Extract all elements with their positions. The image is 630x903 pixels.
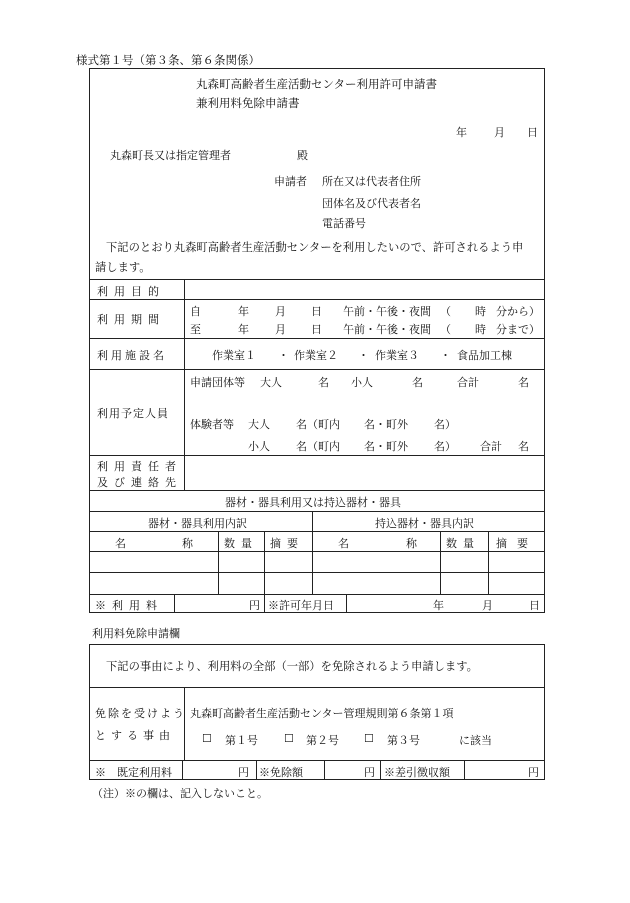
fee-label: ※利用料 [95,599,163,612]
existing-fee-label: ※ 既定利用料 [95,766,172,779]
people-exp-adult-town-in: 名（町内 [296,418,340,431]
form-subtitle: 兼利用料免除申請書 [196,96,300,110]
col-qty-right: 数量 [446,537,480,550]
contact-label-line1: 利用責任者 [97,460,182,473]
people-group-adult-unit: 名 [318,376,329,389]
facility-separator-1: ・ [278,349,289,362]
col-qty-left: 数量 [224,537,258,550]
period-to-end: 分まで） [496,323,540,336]
people-exp-child-town-in: 名（町内 [296,440,340,453]
permit-year: 年 [433,599,444,612]
exemption-statement: 下記の事由により、利用料の全部（一部）を免除されるよう申請します。 [106,660,478,673]
reason-label-line1: 免除を受けよう [95,707,186,720]
people-group-total-unit: 名 [518,376,529,389]
contact-label-line2: 及び連絡先 [97,476,182,489]
period-from-month: 月 [275,305,286,318]
applies-label: に該当 [459,734,492,747]
existing-fee-yen: 円 [238,766,249,779]
people-exp-child-town-out: 名・町外 [364,440,408,453]
permit-month: 月 [482,599,493,612]
people-group-label: 申請団体等 [190,376,245,389]
col-name-right-2: 称 [406,537,417,550]
people-label: 利用予定人員 [97,407,169,420]
applicant-label: 申請者 [274,175,307,188]
equipment-left-title: 器材・器具利用内訳 [148,517,247,530]
collected-yen: 円 [528,766,539,779]
date-day: 日 [527,126,538,139]
period-from-end: 分から） [496,305,540,318]
period-from-year: 年 [238,305,249,318]
purpose-field[interactable] [186,281,543,298]
period-to-hour: 時 [475,323,486,336]
purpose-label: 利用目的 [97,285,165,298]
period-to-year: 年 [238,323,249,336]
option-1-label: 第１号 [225,734,258,747]
facility-room-4[interactable]: 食品加工棟 [457,349,512,362]
people-group-adult: 大人 [260,376,282,389]
date-year: 年 [456,126,467,139]
checkbox-option-3[interactable]: ☐ [364,732,374,745]
period-to-day: 日 [311,323,322,336]
people-experience-label: 体験者等 [190,418,234,431]
checkbox-option-2[interactable]: ☐ [284,732,294,745]
facility-separator-3: ・ [440,349,451,362]
exempt-amount-label: ※免除額 [259,766,303,779]
period-from-hour: 時 [475,305,486,318]
option-2-label: 第２号 [306,734,339,747]
col-note-left: 摘要 [270,537,304,550]
applicant-address-label: 所在又は代表者住所 [322,175,421,188]
contact-field[interactable] [186,457,543,489]
fee-yen: 円 [249,599,260,612]
col-name-right-1: 名 [338,537,349,550]
period-from-day: 日 [311,305,322,318]
people-exp-total-unit: 名 [518,440,529,453]
exemption-section-title: 利用料免除申請欄 [92,627,180,640]
facility-label: 利用施設名 [97,349,167,362]
equipment-right-title: 持込器材・器具内訳 [375,517,474,530]
people-exp-child: 小人 [248,440,270,453]
addressee-suffix: 殿 [297,149,308,162]
request-text-line2: 請します。 [95,261,151,274]
applicant-group-label: 団体名及び代表者名 [322,197,421,210]
request-text-line1: 下記のとおり丸森町高齢者生産活動センターを利用したいので、許可されるよう申 [106,241,524,254]
period-from: 自 [190,305,201,318]
col-name-left-1: 名 [115,537,126,550]
col-name-left-2: 称 [182,537,193,550]
people-group-child-unit: 名 [412,376,423,389]
collected-label: ※差引徴収額 [384,766,450,779]
col-note-right: 摘要 [496,537,538,550]
period-to-paren: （ [440,323,451,336]
facility-room-2[interactable]: 作業室２ [294,349,338,362]
period-to: 至 [190,323,201,336]
exemption-rule: 丸森町高齢者生産活動センター管理規則第６条第１項 [190,707,454,720]
facility-separator-2: ・ [358,349,369,362]
people-exp-adult-town-out: 名・町外 [364,418,408,431]
addressee: 丸森町長又は指定管理者 [110,149,231,162]
date-month: 月 [494,126,505,139]
checkbox-option-1[interactable]: ☐ [202,732,212,745]
facility-room-3[interactable]: 作業室３ [375,349,419,362]
exempt-amount-yen: 円 [364,766,375,779]
people-exp-total: 合計 [480,440,502,453]
period-from-paren: （ [440,305,451,318]
people-exp-child-close: 名） [434,440,456,453]
permit-day: 日 [529,599,540,612]
option-3-label: 第３号 [387,734,420,747]
people-group-child: 小人 [351,376,373,389]
period-label: 利用期間 [97,313,165,326]
applicant-phone-label: 電話番号 [322,217,366,230]
people-exp-adult-close: 名） [434,418,456,431]
period-to-month: 月 [275,323,286,336]
footnote: （注）※の欄は、記入しないこと。 [92,787,268,800]
period-from-time-options: 午前・午後・夜間 [343,305,431,318]
equipment-section-title: 器材・器具利用又は持込器材・器具 [225,496,401,509]
people-exp-adult: 大人 [248,418,270,431]
reason-label-line2: とする事由 [95,729,175,742]
facility-room-1[interactable]: 作業室１ [212,349,256,362]
period-to-time-options: 午前・午後・夜間 [343,323,431,336]
form-number: 様式第１号（第３条、第６条関係） [76,53,260,67]
people-group-total: 合計 [457,376,479,389]
permit-date-label: ※許可年月日 [268,599,334,612]
form-title: 丸森町高齢者生産活動センター利用許可申請書 [196,77,438,91]
